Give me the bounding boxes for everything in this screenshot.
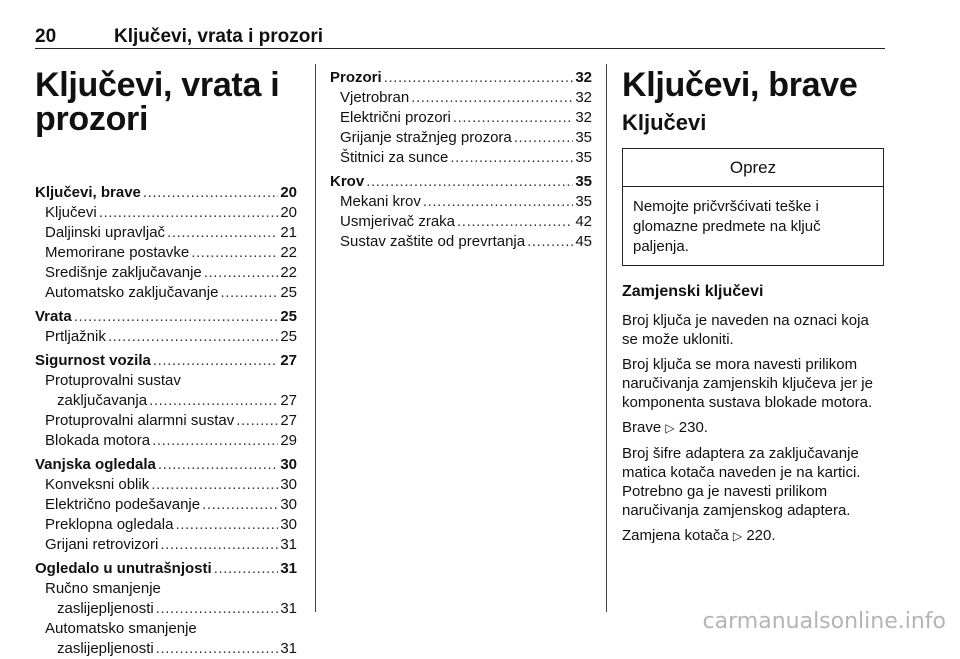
toc-entry-title: Ključevi <box>45 204 97 221</box>
toc-entry-line[interactable]: Protuprovalni sustav <box>45 372 181 389</box>
toc-entry[interactable] <box>330 88 592 108</box>
toc-entry-title: Štitnici za sunce <box>340 149 449 166</box>
toc-leader <box>99 203 279 223</box>
toc-entry-title: Preklopna ogledala <box>45 516 174 533</box>
toc-leader <box>153 351 278 371</box>
toc-leader <box>167 223 278 243</box>
toc-page-number: 25 <box>280 284 297 301</box>
running-title: Ključevi, vrata i prozori <box>114 26 324 47</box>
toc-entry-title: Ključevi, brave <box>35 184 141 201</box>
toc-leader <box>214 559 279 579</box>
column-divider-1 <box>315 64 316 612</box>
toc-leader <box>450 148 573 168</box>
toc-entry-line[interactable]: Automatsko smanjenje <box>45 620 197 637</box>
toc-page-number: 22 <box>280 244 297 261</box>
toc-entry[interactable] <box>330 212 592 232</box>
toc-leader <box>453 108 573 128</box>
toc-leader <box>204 263 279 283</box>
toc-entry-title: zaslijepljenosti <box>57 600 154 617</box>
toc-column-1 <box>35 68 297 659</box>
paragraph: Broj ključa se mora navesti prilikom naručivanja zamjenskih ključeva jer je komponenta sustava blokade motora. <box>622 356 873 411</box>
page-header <box>35 26 885 50</box>
toc-entry[interactable] <box>35 431 297 451</box>
toc-leader <box>74 307 279 327</box>
toc-page-number: 29 <box>280 432 297 449</box>
toc-leader <box>366 172 573 192</box>
toc-page-number: 27 <box>280 352 297 369</box>
toc-entry-title: Sustav zaštite od prevrtanja <box>340 233 526 250</box>
toc-entry-title: Ogledalo u unutrašnjosti <box>35 560 212 577</box>
toc-column-2 <box>330 68 592 252</box>
toc-entry-title: Središnje zaključavanje <box>45 264 202 281</box>
toc-section[interactable] <box>35 307 297 327</box>
chapter-title <box>35 68 297 136</box>
toc-entry-title: Usmjerivač zraka <box>340 213 456 230</box>
toc-entry-title: Sigurnost vozila <box>35 352 151 369</box>
toc-section[interactable] <box>35 183 297 203</box>
section-heading: Ključevi, brave <box>622 66 858 104</box>
toc-leader <box>423 192 573 212</box>
toc-entry-title: Daljinski upravljač <box>45 224 166 241</box>
reference-text: Brave <box>622 419 662 436</box>
toc-entry[interactable] <box>35 283 297 303</box>
toc-entry-title: Grijani retrovizori <box>45 536 159 553</box>
toc-entry[interactable] <box>35 411 297 431</box>
toc-section[interactable] <box>35 455 297 475</box>
toc-entry[interactable] <box>35 391 297 411</box>
toc-page-number: 32 <box>575 69 592 86</box>
toc-page-number: 27 <box>280 392 297 409</box>
toc-page-number: 35 <box>575 149 592 166</box>
toc-entry[interactable] <box>35 263 297 283</box>
toc-entry[interactable] <box>330 192 592 212</box>
toc-page-number: 20 <box>280 204 297 221</box>
toc-leader <box>527 232 573 252</box>
toc-section[interactable] <box>35 351 297 371</box>
toc-list-1 <box>35 183 297 659</box>
toc-entry[interactable] <box>35 535 297 555</box>
toc-entry-title: Električno podešavanje <box>45 496 201 513</box>
toc-entry-title: Prtljažnik <box>45 328 106 345</box>
toc-page-number: 21 <box>280 224 297 241</box>
paragraph: Broj ključa je naveden na oznaci koja se može ukloniti. <box>622 312 869 348</box>
toc-entry[interactable] <box>35 475 297 495</box>
toc-entry-title: Memorirane postavke <box>45 244 190 261</box>
reference-text: Zamjena kotača <box>622 527 729 544</box>
toc-entry-title: Vanjska ogledala <box>35 456 156 473</box>
toc-entry-title: Električni prozori <box>340 109 451 126</box>
toc-list-2 <box>330 68 592 252</box>
toc-page-number: 45 <box>575 233 592 250</box>
toc-leader <box>202 495 278 515</box>
chapter-title-line-1: Ključevi, vrata i <box>35 66 280 104</box>
page-reference-arrow-icon: ▷ <box>665 421 675 435</box>
page-reference-arrow-icon: ▷ <box>732 529 743 543</box>
toc-page-number: 30 <box>280 476 297 493</box>
column-divider-2 <box>606 64 607 612</box>
toc-entry-title: Konveksni oblik <box>45 476 150 493</box>
toc-page-number: 35 <box>575 193 592 210</box>
toc-leader <box>384 68 574 88</box>
toc-page-number: 32 <box>575 89 592 106</box>
paragraph-with-reference <box>622 526 886 546</box>
toc-entry[interactable] <box>35 495 297 515</box>
toc-entry[interactable] <box>35 203 297 223</box>
toc-page-number: 22 <box>280 264 297 281</box>
watermark: carmanualsonline.info <box>702 609 946 634</box>
reference-page[interactable]: 220. <box>746 527 776 544</box>
toc-section[interactable] <box>330 172 592 192</box>
toc-entry[interactable] <box>330 148 592 168</box>
toc-leader <box>151 475 278 495</box>
body-text <box>622 311 886 546</box>
paragraph-with-reference <box>622 418 886 438</box>
toc-page-number: 31 <box>280 536 297 553</box>
toc-entry-title: zaslijepljenosti <box>57 640 154 657</box>
toc-entry-title: Blokada motora <box>45 432 151 449</box>
caution-text: Nemojte pričvršćivati teške i glomazne predmete na ključ paljenja. <box>633 198 821 255</box>
paragraph: Broj šifre adaptera za zaključavanje matica kotača naveden je na kartici. Potrebno ga je navesti prilikom naručivanja zamjenskog adaptera. <box>622 445 861 519</box>
replacement-keys-heading: Zamjenski ključevi <box>622 283 764 300</box>
toc-page-number: 35 <box>575 173 592 190</box>
toc-leader <box>220 283 278 303</box>
toc-section[interactable] <box>35 559 297 579</box>
toc-page-number: 31 <box>280 640 297 657</box>
caution-box <box>622 148 884 266</box>
toc-entry-title: Grijanje stražnjeg prozora <box>340 129 512 146</box>
toc-entry[interactable] <box>35 223 297 243</box>
toc-entry-title: Protuprovalni alarmni sustav <box>45 412 235 429</box>
toc-leader <box>152 431 278 451</box>
toc-page-number: 32 <box>575 109 592 126</box>
toc-leader <box>160 535 278 555</box>
toc-leader <box>156 639 279 659</box>
subsection-heading: Ključevi <box>622 110 707 135</box>
toc-entry-title: Mekani krov <box>340 193 421 210</box>
toc-leader <box>158 455 278 475</box>
header-rule <box>35 48 885 49</box>
toc-entry[interactable] <box>330 232 592 252</box>
toc-page-number: 30 <box>280 516 297 533</box>
chapter-title-line-2: prozori <box>35 100 149 138</box>
toc-entry[interactable] <box>330 108 592 128</box>
toc-entry-title: Vrata <box>35 308 72 325</box>
toc-entry-title: Prozori <box>330 69 382 86</box>
toc-page-number: 42 <box>575 213 592 230</box>
toc-leader <box>457 212 573 232</box>
toc-entry-title: Vjetrobran <box>340 89 410 106</box>
toc-leader <box>175 515 278 535</box>
toc-page-number: 20 <box>280 184 297 201</box>
toc-entry[interactable] <box>35 639 297 659</box>
toc-leader <box>411 88 573 108</box>
toc-entry-title: Automatsko zaključavanje <box>45 284 219 301</box>
toc-page-number: 35 <box>575 129 592 146</box>
toc-leader <box>191 243 278 263</box>
content-column <box>622 68 886 552</box>
toc-entry[interactable] <box>35 515 297 535</box>
reference-page[interactable]: 230. <box>678 419 708 436</box>
toc-page-number: 25 <box>280 328 297 345</box>
toc-page-number: 31 <box>280 560 297 577</box>
toc-page-number: 30 <box>280 496 297 513</box>
toc-entry-line[interactable]: Ručno smanjenje <box>45 580 161 597</box>
toc-page-number: 27 <box>280 412 297 429</box>
toc-page-number: 31 <box>280 600 297 617</box>
toc-page-number: 25 <box>280 308 297 325</box>
toc-leader <box>236 411 278 431</box>
toc-entry[interactable] <box>35 243 297 263</box>
page-number: 20 <box>35 26 57 47</box>
toc-entry-title: zaključavanja <box>57 392 148 409</box>
toc-page-number: 30 <box>280 456 297 473</box>
toc-entry[interactable] <box>35 327 297 347</box>
toc-leader <box>143 183 278 203</box>
toc-leader <box>156 599 279 619</box>
toc-entry[interactable] <box>330 128 592 148</box>
toc-section[interactable] <box>330 68 592 88</box>
toc-leader <box>514 128 574 148</box>
toc-leader <box>108 327 278 347</box>
toc-entry[interactable] <box>35 599 297 619</box>
caution-title: Oprez <box>623 149 883 187</box>
toc-entry-title: Krov <box>330 173 365 190</box>
toc-leader <box>149 391 278 411</box>
